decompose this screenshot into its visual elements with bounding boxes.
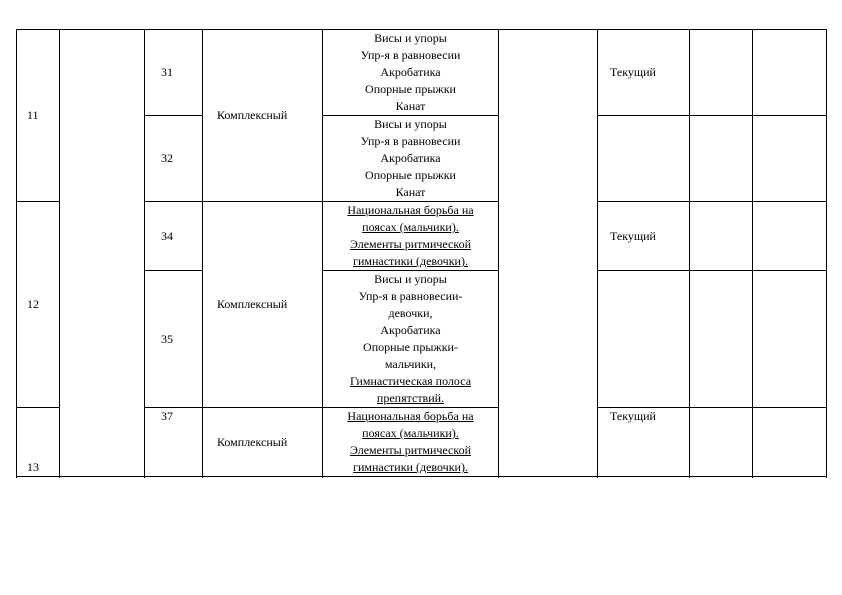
- content-line: Упр-я в равновесии-: [358, 289, 463, 303]
- content-line: поясах (мальчики).: [362, 426, 459, 440]
- empty-cell: [690, 271, 753, 408]
- content-line: Канат: [395, 185, 426, 199]
- content-line: Элементы ритмической: [349, 237, 472, 251]
- empty-cell: [690, 202, 753, 271]
- content-line: Акробатика: [380, 323, 441, 337]
- content-line: Упр-я в равновесии: [360, 48, 461, 62]
- lesson-content-cell: [323, 271, 499, 408]
- lesson-content-cell: [323, 202, 499, 271]
- content-line: Элементы ритмической: [349, 443, 472, 457]
- content-line: Упр-я в равновесии: [360, 134, 461, 148]
- lesson-content-cell: [323, 408, 499, 477]
- lesson-number-cell: 31: [145, 30, 203, 116]
- empty-cell: [690, 408, 753, 477]
- empty-cell: [753, 408, 827, 477]
- lesson-number-cell: 37: [145, 408, 203, 477]
- week-number-cell: 12: [17, 202, 60, 408]
- control-type-cell: Текущий: [598, 408, 690, 477]
- empty-cell: [753, 116, 827, 202]
- empty-cell: [60, 30, 145, 477]
- control-type-cell: Текущий: [598, 30, 690, 116]
- content-line: Акробатика: [380, 65, 441, 79]
- week-number-cell: 11: [17, 30, 60, 202]
- content-line: Опорные прыжки-: [363, 340, 458, 354]
- lesson-content-cell: [323, 116, 499, 202]
- content-line: Гимнастическая полоса: [349, 374, 472, 388]
- lesson-type-cell: Комплексный: [203, 202, 323, 408]
- content-line: Национальная борьба на: [347, 409, 474, 423]
- content-line: Опорные прыжки: [365, 82, 456, 96]
- empty-cell: [753, 202, 827, 271]
- lesson-type-cell: Комплексный: [203, 30, 323, 202]
- control-type-cell: Текущий: [598, 202, 690, 271]
- empty-cell: [753, 271, 827, 408]
- content-line: Висы и упоры: [374, 272, 447, 286]
- content-line: препятствий.: [376, 391, 445, 405]
- content-line: гимнастики (девочки).: [353, 460, 468, 474]
- lesson-number-cell: 34: [145, 202, 203, 271]
- content-line: девочки,: [388, 306, 433, 320]
- empty-cell: [753, 30, 827, 116]
- week-number-cell: 13: [17, 408, 60, 477]
- empty-cell: [598, 116, 690, 202]
- lesson-type-cell: Комплексный: [203, 408, 323, 477]
- content-line: гимнастики (девочки).: [353, 254, 468, 268]
- content-line: Акробатика: [380, 151, 441, 165]
- content-line: Канат: [395, 99, 426, 113]
- lesson-number-cell: 32: [145, 116, 203, 202]
- lesson-schedule-table: [16, 29, 827, 477]
- content-line: Висы и упоры: [374, 117, 447, 131]
- empty-cell: [598, 271, 690, 408]
- empty-cell: [690, 116, 753, 202]
- content-line: поясах (мальчики).: [362, 220, 459, 234]
- empty-cell: [690, 30, 753, 116]
- content-line: Опорные прыжки: [365, 168, 456, 182]
- content-line: Висы и упоры: [374, 31, 447, 45]
- lesson-number-cell: 35: [145, 271, 203, 408]
- empty-cell: [499, 30, 598, 477]
- lesson-content-cell: [323, 30, 499, 116]
- content-line: мальчики,: [384, 357, 437, 371]
- table-row: [17, 30, 827, 116]
- content-line: Национальная борьба на: [347, 203, 474, 217]
